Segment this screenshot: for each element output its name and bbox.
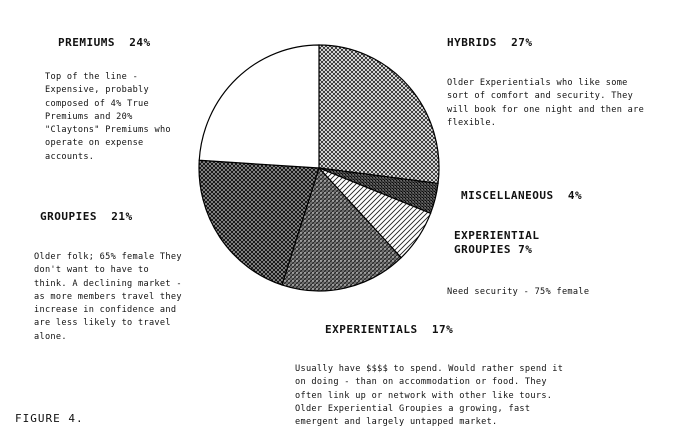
hybrids-description: Older Experientials who like some sort of comfort and security. They will book for one night and then are flexible. bbox=[447, 78, 645, 128]
label-premiums bbox=[45, 17, 173, 183]
label-groupies bbox=[34, 191, 184, 363]
misc-title: MISCELLANEOUS bbox=[461, 189, 554, 202]
experientials-description: Usually have $$$$ to spend. Would rather spend it on doing - than on accommodation or food. They often link up or network with other like tours. Older Experiential Groupies a growing, fast emergent and largely untapped market. bbox=[295, 364, 564, 428]
exp-groupies-title: EXPERIENTIAL GROUPIES bbox=[454, 229, 540, 256]
label-experiential-groupies bbox=[447, 210, 647, 318]
misc-percent: 4% bbox=[567, 189, 583, 202]
hybrids-title: HYBRIDS bbox=[447, 36, 497, 49]
pie-slice-premiums bbox=[199, 45, 319, 168]
experientials-title: EXPERIENTIALS bbox=[325, 323, 418, 336]
hybrids-percent: 27% bbox=[511, 36, 533, 49]
groupies-percent: 21% bbox=[111, 210, 133, 223]
groupies-title: GROUPIES bbox=[40, 210, 97, 223]
groupies-description: Older folk; 65% female They don't want to have to think. A declining market - as more members travel they increase in confidence and are less likely to travel alone. bbox=[34, 252, 182, 342]
premiums-description: Top of the line - Expensive, probably composed of 4% True Premiums and 20% "Claytons" Premiums who operate on expense accounts. bbox=[45, 72, 171, 162]
exp-groupies-description: Need security - 75% female bbox=[447, 287, 590, 297]
label-experientials bbox=[295, 304, 565, 448]
experientials-percent: 17% bbox=[431, 323, 454, 336]
premiums-percent: 24% bbox=[129, 36, 151, 49]
label-hybrids bbox=[447, 17, 647, 149]
figure-label: FIGURE 4. bbox=[15, 412, 84, 425]
exp-groupies-percent: 7% bbox=[518, 243, 533, 256]
premiums-title: PREMIUMS bbox=[58, 36, 115, 49]
pie-slice-hybrids bbox=[319, 45, 439, 183]
